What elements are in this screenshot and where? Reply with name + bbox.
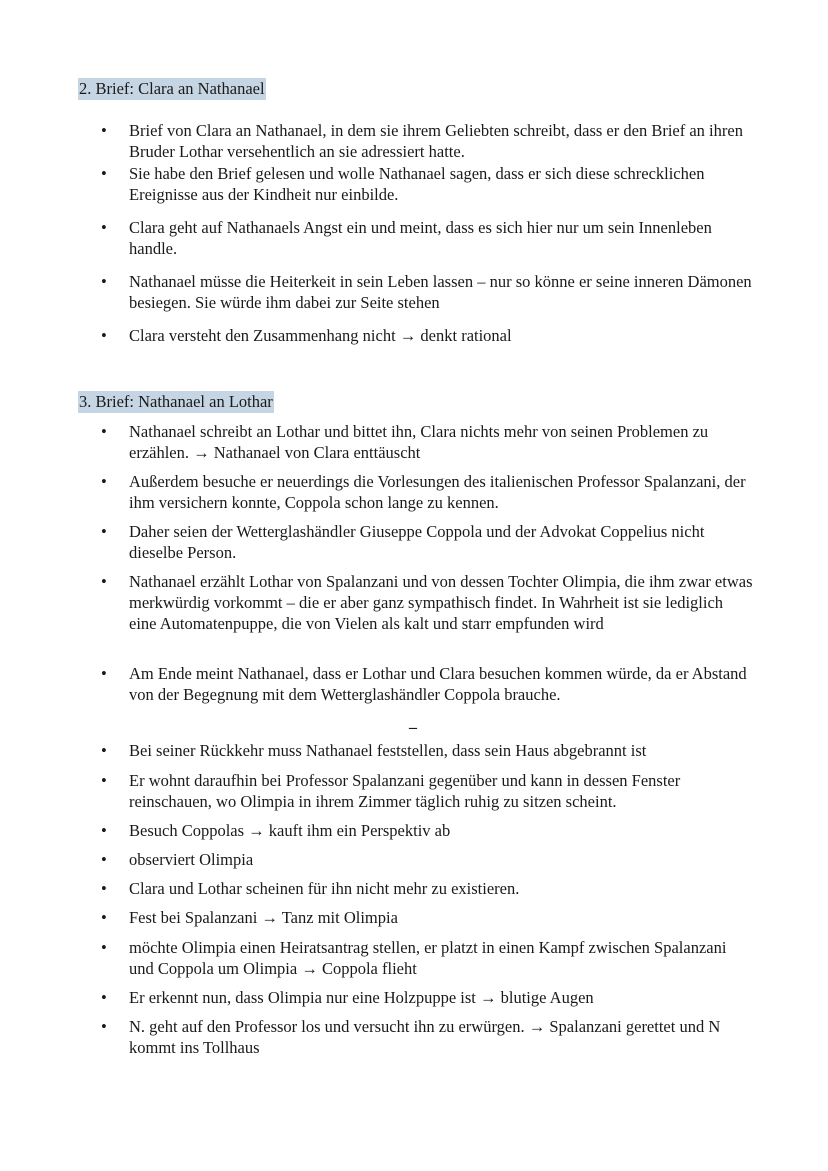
list-item-text: Daher seien der Wetterglashändler Giuseppe Coppola und der Advokat Coppelius nicht dieselbe Person.: [129, 522, 705, 562]
bullet-icon: •: [101, 908, 107, 927]
separator-dash: –: [409, 719, 417, 736]
bullet-icon: •: [101, 572, 107, 591]
list-item-text: N. geht auf den Professor los und versucht ihn zu erwürgen. → Spalanzani gerettet und N kommt ins Tollhaus: [129, 1017, 721, 1057]
list-item-text: Er wohnt daraufhin bei Professor Spalanzani gegenüber und kann in dessen Fenster reinschauen, wo Olimpia in ihrem Zimmer täglich ruhig zu sitzen scheint.: [129, 771, 681, 811]
list-item-text: Außerdem besuche er neuerdings die Vorlesungen des italienischen Professor Spalanzani, der ihm versichern konnte, Coppola schon lange zu kennen.: [129, 472, 746, 512]
bullet-icon: •: [101, 326, 107, 345]
bullet-icon: •: [101, 664, 107, 683]
list-item-text: Bei seiner Rückkehr muss Nathanael feststellen, dass sein Haus abgebrannt ist: [129, 741, 647, 760]
bullet-icon: •: [101, 272, 107, 291]
list-item-text: Besuch Coppolas → kauft ihm ein Perspektiv ab: [129, 821, 451, 840]
list-item-text: Clara versteht den Zusammenhang nicht → denkt rational: [129, 326, 512, 345]
section-heading-brief-3: 3. Brief: Nathanael an Lothar: [79, 392, 273, 411]
list-item-text: Am Ende meint Nathanael, dass er Lothar und Clara besuchen kommen würde, da er Abstand von der Begegnung mit dem Wetterglashändler Coppola brauche.: [129, 664, 747, 704]
list-item-text: Sie habe den Brief gelesen und wolle Nathanael sagen, dass er sich diese schrecklichen Ereignisse aus der Kindheit nur einbilde.: [129, 164, 705, 204]
bullet-icon: •: [101, 121, 107, 140]
list-item-text: Fest bei Spalanzani → Tanz mit Olimpia: [129, 908, 398, 927]
list-item-text: Er erkennt nun, dass Olimpia nur eine Holzpuppe ist → blutige Augen: [129, 988, 594, 1007]
bullet-icon: •: [101, 472, 107, 491]
bullet-icon: •: [101, 938, 107, 957]
list-item-text: Clara und Lothar scheinen für ihn nicht mehr zu existieren.: [129, 879, 520, 898]
list-item-text: Nathanael müsse die Heiterkeit in sein Leben lassen – nur so könne er seine inneren Dämonen besiegen. Sie würde ihm dabei zur Seite stehen: [129, 272, 752, 312]
bullet-icon: •: [101, 741, 107, 760]
bullet-icon: •: [101, 218, 107, 237]
bullet-icon: •: [101, 1017, 107, 1036]
section-heading-brief-2: 2. Brief: Clara an Nathanael: [79, 79, 265, 98]
bullet-icon: •: [101, 164, 107, 183]
bullet-icon: •: [101, 522, 107, 541]
list-item-text: Nathanael erzählt Lothar von Spalanzani und von dessen Tochter Olimpia, die ihm zwar etwas merkwürdig vorkommt – die er aber ganz sympathisch findet. In Wahrheit ist sie lediglich eine Automatenpuppe, die von Vielen als kalt und starr empfunden wird: [129, 572, 753, 633]
bullet-icon: •: [101, 850, 107, 869]
list-item-text: Brief von Clara an Nathanael, in dem sie ihrem Geliebten schreibt, dass er den Brief an ihren Bruder Lothar versehentlich an sie adressiert hatte.: [129, 121, 743, 161]
list-item-text: Clara geht auf Nathanaels Angst ein und meint, dass es sich hier nur um sein Innenleben handle.: [129, 218, 712, 258]
list-item-text: Nathanael schreibt an Lothar und bittet ihn, Clara nichts mehr von seinen Problemen zu erzählen. → Nathanael von Clara enttäuscht: [129, 422, 709, 462]
bullet-icon: •: [101, 821, 107, 840]
list-item-text: observiert Olimpia: [129, 850, 254, 869]
bullet-icon: •: [101, 988, 107, 1007]
bullet-icon: •: [101, 879, 107, 898]
list-item-text: möchte Olimpia einen Heiratsantrag stellen, er platzt in einen Kampf zwischen Spalanzani und Coppola um Olimpia → Coppola flieht: [129, 938, 727, 978]
bullet-icon: •: [101, 771, 107, 790]
bullet-icon: •: [101, 422, 107, 441]
